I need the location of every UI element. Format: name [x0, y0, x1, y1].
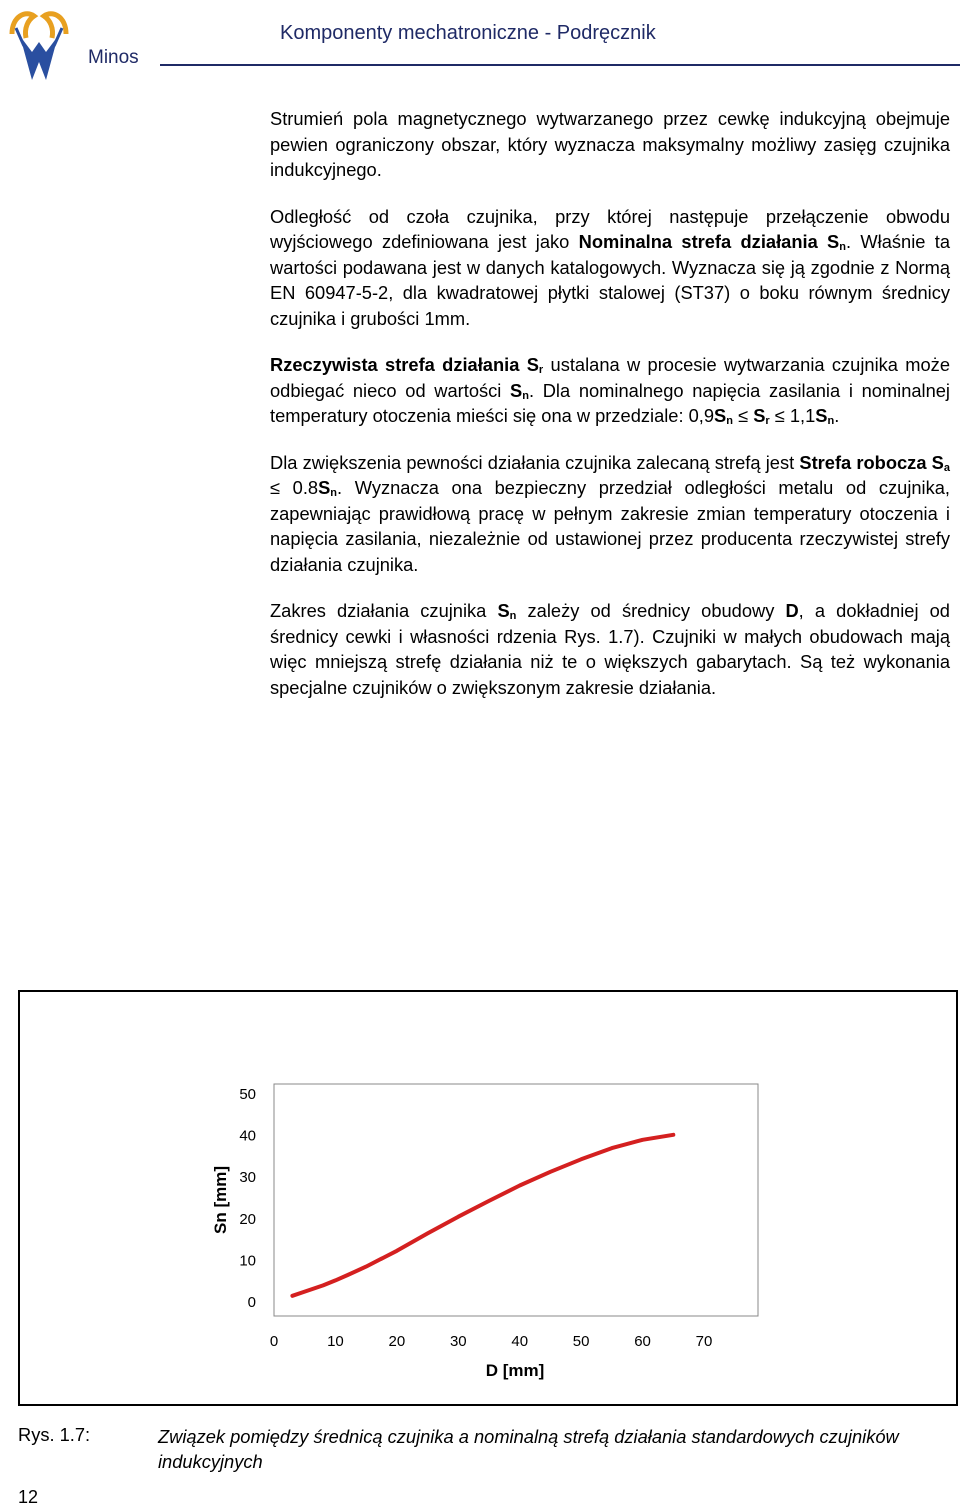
page-number: 12: [18, 1487, 39, 1507]
data-point: [303, 1290, 306, 1293]
paragraph-5: Zakres działania czujnika $S_n$ zależy od średnicy obudowy D, a dokładniej od średnicy cewki i własności rdzenia Rys. 1.7). Czujniki w małych obudowach mają więc mniejszą strefę działania niż te o większych gabarytach. Są też wykonania specjalne czujników o zwiększonym zakresie działania.: [270, 600, 950, 698]
data-point: [610, 1146, 613, 1149]
figure-caption-label: Rys. 1.7:: [18, 1424, 91, 1445]
body-text: [270, 106, 950, 721]
y-tick-label: 40: [239, 1127, 256, 1145]
paragraph-4: Dla zwiększenia pewności działania czujnika zalecaną strefą jest Strefa robocza $S_a \le 0.8S_n$. Wyznacza ona bezpieczny przedział odległości metalu od czujnika, zapewniając prawidłową pracę w pełnym zakresie zmian temperatury otoczenia i napięcia zasilania, niezależnie od ustawionej przez producenta rzeczywistej strefy działania czujnika.: [270, 451, 951, 575]
y-axis-label: Sn [mm]: [211, 1166, 230, 1234]
paragraph-1: Strumień pola magnetycznego wytwarzanego przez cewkę indukcyjną obejmuje pewien ograniczony obszar, który wyznacza maksymalny możliwy zasięg czujnika indukcyjnego.: [270, 108, 950, 180]
data-point: [487, 1199, 490, 1202]
data-point: [549, 1170, 552, 1173]
paragraph-3: Rzeczywista strefa działania $S_r$ ustalana w procesie wytwarzania czujnika może odbiegać nieco od wartości $S_n$. Dla nominalnego napięcia zasilania i nominalnej temperatury otoczenia mieści się ona w przedziale: $0,9S_n \le S_r \le 1,1S_n$.: [270, 354, 950, 427]
y-tick-label: 50: [239, 1086, 256, 1103]
data-point: [346, 1273, 349, 1276]
data-point: [383, 1255, 386, 1258]
data-point: [365, 1265, 368, 1268]
x-tick-label: 70: [695, 1333, 713, 1350]
figure-caption-text: Związek pomiędzy średnicą czujnika a nominalną strefą działania standardowych czujników indukcyjnych: [158, 1426, 899, 1472]
x-axis-label: D [mm]: [485, 1361, 545, 1380]
data-point: [291, 1294, 294, 1297]
x-tick-label: 10: [327, 1333, 344, 1350]
minos-logo: [6, 6, 72, 86]
data-point: [426, 1232, 429, 1235]
data-point: [641, 1138, 644, 1141]
header-divider: [160, 64, 960, 66]
x-tick-label: 50: [572, 1333, 590, 1350]
data-point: [395, 1249, 398, 1252]
brand-name: Minos: [88, 47, 139, 68]
data-point: [672, 1133, 675, 1136]
plot-area: [274, 1084, 758, 1316]
y-tick-label: 30: [239, 1169, 256, 1187]
data-point: [322, 1284, 325, 1287]
data-point: [457, 1215, 460, 1218]
data-point: [518, 1184, 521, 1187]
x-tick-label: 60: [634, 1333, 651, 1350]
y-tick-label: 20: [239, 1210, 256, 1228]
line-chart: [20, 992, 956, 1404]
y-tick-label: 10: [239, 1252, 256, 1270]
figure-frame: [18, 990, 958, 1406]
x-tick-labels: [270, 1333, 713, 1350]
x-tick-label: 40: [511, 1333, 529, 1350]
data-point: [580, 1158, 583, 1161]
x-tick-label: 0: [269, 1333, 279, 1350]
paragraph-2: Odległość od czoła czujnika, przy której następuje przełączenie obwodu wyjściowego zdefiniowana jest jako Nominalna strefa działania $S_n$. Właśnie ta wartości podawana jest w danych katalogowych. Wyznacza się ją zgodnie z Normą EN 60947-5-2, dla kwadratowej płytki stalowej (ST37) o boku równym średnicy czujnika i grubości 1mm.: [270, 205, 950, 329]
y-tick-label: 0: [247, 1294, 256, 1311]
y-tick-labels: [239, 1086, 256, 1311]
document-title: Komponenty mechatroniczne - Podręcznik: [280, 22, 656, 44]
x-tick-label: 20: [388, 1333, 406, 1350]
data-point: [334, 1279, 337, 1282]
x-tick-label: 30: [449, 1333, 467, 1350]
series-line: [292, 1135, 673, 1296]
